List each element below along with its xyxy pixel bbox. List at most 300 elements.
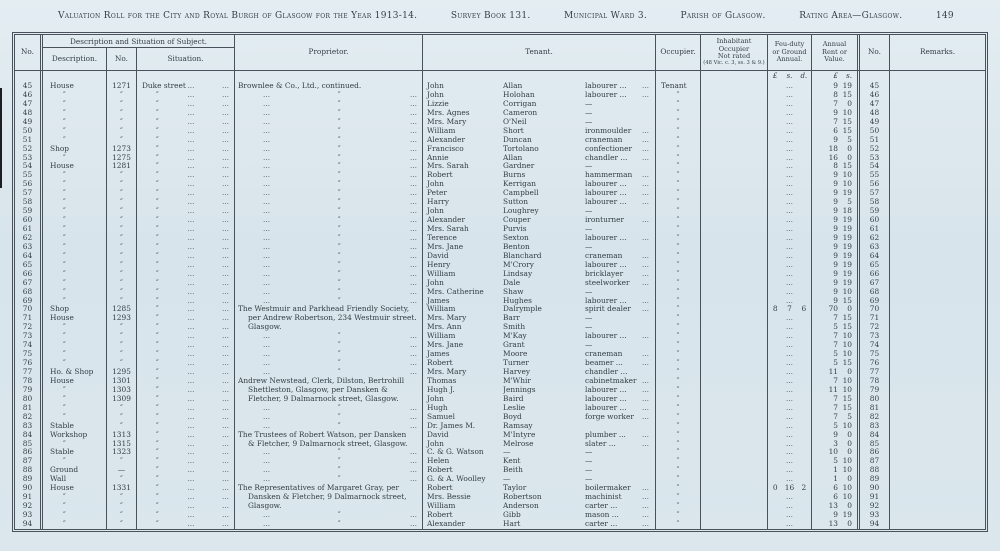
situation-dots-1: ... xyxy=(187,368,195,376)
rent-shillings: 18 xyxy=(842,207,852,216)
rent-pounds-unit: £ xyxy=(833,72,838,80)
remarks-cell xyxy=(890,82,985,91)
table-row xyxy=(15,109,985,118)
rent-cell xyxy=(812,305,860,314)
proprietor-ditto: ″ xyxy=(337,126,341,135)
tenant-first-name: John xyxy=(427,180,444,189)
feu-pence xyxy=(797,279,811,288)
occupation-text: ironturner xyxy=(585,216,625,225)
tenant-surname: Barr xyxy=(503,314,520,323)
row-no-right: 72 xyxy=(860,323,890,332)
proprietor-cell xyxy=(235,207,423,216)
row-no-left: 54 xyxy=(15,162,43,171)
situation-text: ″ xyxy=(156,162,159,171)
tenant-first-name: John xyxy=(427,278,444,287)
occupation-text: chandler ... xyxy=(585,368,628,376)
feu-pounds xyxy=(768,422,782,431)
row-no-left: 48 xyxy=(15,109,43,118)
situation-dots-1: ... xyxy=(187,323,195,332)
proprietor-text: ... xyxy=(263,421,271,430)
tenant-surname: Corrigan xyxy=(503,99,537,108)
tenant-occupation-cell xyxy=(583,448,656,457)
feu-pounds xyxy=(768,225,782,234)
occupier-cell: ″ xyxy=(656,270,701,279)
occupation-dots: ... xyxy=(641,493,649,502)
proprietor-text: ... xyxy=(263,225,271,233)
row-no-right: 52 xyxy=(860,145,890,154)
feu-pence xyxy=(797,502,811,511)
feu-shillings: ... xyxy=(785,448,794,457)
occupier-cell: ″ xyxy=(656,118,701,127)
situation-text: ″ xyxy=(156,484,159,493)
occupation-text: labourer ... xyxy=(585,296,627,305)
row-no-right: 58 xyxy=(860,198,890,207)
inhabitant-occupier-cell xyxy=(701,332,768,341)
remarks-cell xyxy=(890,368,985,377)
remarks-cell xyxy=(890,440,985,449)
rent-cell xyxy=(812,82,860,91)
feu-shillings: ... xyxy=(785,225,794,233)
tenant-first-name: Francisco xyxy=(427,144,464,153)
occupation-text: forge worker xyxy=(585,412,634,421)
header-no-left: No. xyxy=(15,35,43,70)
inhabitant-occupier-cell xyxy=(701,91,768,100)
occupation-text: beamer ... xyxy=(585,359,623,368)
feu-pounds xyxy=(768,109,782,118)
occupation-dots: ... xyxy=(641,385,649,394)
situation-dots-2: ... xyxy=(221,180,229,189)
proprietor-text: ... xyxy=(263,216,271,225)
feu-duty-cell xyxy=(768,502,812,511)
row-no-right: 54 xyxy=(860,162,890,171)
inhabitant-occupier-cell xyxy=(701,395,768,404)
feu-duty-cell xyxy=(768,180,812,189)
table-row xyxy=(15,234,985,243)
tenant-occupation-cell xyxy=(583,350,656,359)
header-occupier: Occupier. xyxy=(656,35,701,70)
proprietor-dots: ... xyxy=(409,171,417,180)
tenant-surname: O'Neil xyxy=(503,117,527,126)
row-no-left: 51 xyxy=(15,136,43,145)
feu-duty-cell xyxy=(768,198,812,207)
situation-text: ″ xyxy=(156,519,159,528)
tenant-occupation-cell xyxy=(583,440,656,449)
proprietor-text: ... xyxy=(263,278,271,287)
feu-pounds xyxy=(768,297,782,306)
inhabitant-occupier-cell xyxy=(701,368,768,377)
rent-pounds: 9 xyxy=(833,511,838,519)
row-no-right: 56 xyxy=(860,180,890,189)
feu-pounds xyxy=(768,431,782,440)
rent-cell xyxy=(812,341,860,350)
rent-shillings: 0 xyxy=(847,448,852,457)
remarks-cell xyxy=(890,261,985,270)
rent-shillings: 10 xyxy=(842,332,852,341)
rent-pounds: 10 xyxy=(828,448,838,457)
row-no-left: 90 xyxy=(15,484,43,493)
inhabitant-occupier-cell xyxy=(701,466,768,475)
situation-dots-2: ... xyxy=(221,126,229,135)
occupier-cell: ″ xyxy=(656,91,701,100)
description-cell: Stable xyxy=(43,422,107,431)
rent-cell xyxy=(812,404,860,413)
rent-shillings: 10 xyxy=(842,385,852,394)
occupier-cell: ″ xyxy=(656,466,701,475)
tenant-first-name: Lizzie xyxy=(427,99,449,108)
subject-no-cell: 1273 xyxy=(107,145,137,154)
situation-text: ″ xyxy=(156,341,159,350)
occupation-dots: ... xyxy=(641,153,649,162)
header-feu-duty: Feu-duty or Ground Annual. xyxy=(768,35,812,70)
proprietor-text: ... xyxy=(263,135,271,144)
rent-pounds: 9 xyxy=(833,278,838,287)
proprietor-text: ... xyxy=(263,511,271,519)
feu-shillings: ... xyxy=(785,260,794,269)
feu-pence xyxy=(797,171,811,180)
occupation-text: machinist xyxy=(585,493,622,502)
rent-shillings: 15 xyxy=(842,359,852,368)
remarks-cell xyxy=(890,180,985,189)
remarks-cell xyxy=(890,341,985,350)
proprietor-ditto: ″ xyxy=(337,225,341,233)
description-cell: House xyxy=(43,314,107,323)
table-row xyxy=(15,475,985,484)
inhabitant-occupier-cell xyxy=(701,207,768,216)
proprietor-text: ... xyxy=(263,403,271,412)
feu-pounds xyxy=(768,341,782,350)
proprietor-dots: ... xyxy=(409,332,417,341)
occupation-dots: ... xyxy=(641,233,649,242)
proprietor-text: ... xyxy=(263,242,271,251)
proprietor-cell xyxy=(235,216,423,225)
situation-dots-1: ... xyxy=(187,82,195,90)
proprietor-dots: ... xyxy=(409,269,417,278)
inhabitant-occupier-cell xyxy=(701,180,768,189)
rent-shillings: 0 xyxy=(847,430,852,439)
table-row xyxy=(15,154,985,163)
remarks-cell xyxy=(890,207,985,216)
proprietor-ditto: ″ xyxy=(337,368,341,376)
row-no-left: 69 xyxy=(15,297,43,306)
row-no-left: 86 xyxy=(15,448,43,457)
rent-shillings: 10 xyxy=(842,457,852,466)
situation-dots-1: ... xyxy=(187,287,195,296)
situation-dots-2: ... xyxy=(221,385,229,394)
tenant-surname: Boyd xyxy=(503,412,522,421)
feu-pounds xyxy=(768,91,782,100)
proprietor-cell xyxy=(235,395,423,404)
remarks-cell xyxy=(890,422,985,431)
rent-shillings: 10 xyxy=(842,484,852,493)
feu-pence xyxy=(797,475,811,484)
occupation-dots: ... xyxy=(641,439,649,448)
situation-text: ″ xyxy=(156,189,159,198)
feu-shillings: ... xyxy=(785,332,794,341)
rent-cell xyxy=(812,359,860,368)
rent-pounds: 11 xyxy=(828,368,838,376)
tenant-first-name: David xyxy=(427,430,449,439)
inhabitant-occupier-cell xyxy=(701,82,768,91)
situation-text: ″ xyxy=(156,305,159,314)
feu-duty-cell xyxy=(768,234,812,243)
row-no-right: 81 xyxy=(860,404,890,413)
proprietor-ditto: ″ xyxy=(337,457,341,466)
scan-artifact xyxy=(0,88,2,188)
situation-text: ″ xyxy=(156,296,159,305)
proprietor-dots: ... xyxy=(409,225,417,233)
feu-pounds xyxy=(768,162,782,171)
subject-no-cell: ″ xyxy=(107,171,137,180)
row-no-left: 82 xyxy=(15,413,43,422)
situation-dots-2: ... xyxy=(221,484,229,493)
situation-dots-1: ... xyxy=(187,251,195,260)
occupation-dots: ... xyxy=(641,412,649,421)
row-no-left: 45 xyxy=(15,82,43,91)
subject-no-cell: ″ xyxy=(107,323,137,332)
inhabitant-occupier-cell xyxy=(701,350,768,359)
rent-cell xyxy=(812,457,860,466)
inhabitant-occupier-cell xyxy=(701,448,768,457)
inhabitant-occupier-cell xyxy=(701,261,768,270)
inhabitant-occupier-cell xyxy=(701,457,768,466)
occupier-cell: ″ xyxy=(656,484,701,493)
proprietor-dots: ... xyxy=(409,126,417,135)
feu-duty-cell xyxy=(768,422,812,431)
rent-cell xyxy=(812,395,860,404)
occupier-cell: ″ xyxy=(656,440,701,449)
occupation-text: labourer ... xyxy=(585,82,627,90)
tenant-first-name: James xyxy=(427,296,450,305)
description-cell: ″ xyxy=(43,511,107,520)
occupier-cell: ″ xyxy=(656,252,701,261)
table-row xyxy=(15,118,985,127)
proprietor-cell xyxy=(235,404,423,413)
description-cell: ″ xyxy=(43,297,107,306)
rent-shillings: 19 xyxy=(842,278,852,287)
masthead xyxy=(0,0,1000,21)
rent-pounds: 9 xyxy=(833,430,838,439)
rent-cell xyxy=(812,136,860,145)
situation-dots-2: ... xyxy=(221,421,229,430)
proprietor-text: ... xyxy=(263,162,271,171)
tenant-occupation-cell xyxy=(583,261,656,270)
row-no-left: 46 xyxy=(15,91,43,100)
table-row xyxy=(15,323,985,332)
header-annual-rent: Annual Rent or Value. xyxy=(812,35,860,70)
occupation-text: labourer ... xyxy=(585,189,627,198)
situation-text: ″ xyxy=(156,260,159,269)
feu-duty-cell xyxy=(768,118,812,127)
rent-cell xyxy=(812,368,860,377)
remarks-cell xyxy=(890,145,985,154)
situation-dots-1: ... xyxy=(187,502,195,511)
tenant-occupation-cell xyxy=(583,82,656,91)
rent-pounds: 7 xyxy=(833,99,838,108)
rent-cell xyxy=(812,243,860,252)
remarks-cell xyxy=(890,288,985,297)
remarks-cell xyxy=(890,448,985,457)
proprietor-cell xyxy=(235,261,423,270)
rent-pounds: 18 xyxy=(828,144,838,153)
municipal-ward-label: Municipal Ward 3. xyxy=(564,11,648,21)
proprietor-text: ... xyxy=(263,269,271,278)
proprietor-dots: ... xyxy=(409,359,417,368)
inhabitant-occupier-cell xyxy=(701,520,768,529)
occupier-cell: ″ xyxy=(656,305,701,314)
rent-pounds: 9 xyxy=(833,82,838,90)
rent-shillings: 10 xyxy=(842,421,852,430)
header-situation: Situation. xyxy=(167,53,204,63)
row-no-right: 83 xyxy=(860,422,890,431)
description-cell: ″ xyxy=(43,395,107,404)
remarks-cell xyxy=(890,431,985,440)
occupier-cell: ″ xyxy=(656,431,701,440)
subject-no-cell: ″ xyxy=(107,198,137,207)
proprietor-cell xyxy=(235,350,423,359)
tenant-surname: Gardner xyxy=(503,162,535,171)
tenant-occupation-cell xyxy=(583,466,656,475)
situation-dots-2: ... xyxy=(221,189,229,198)
feu-duty-cell xyxy=(768,109,812,118)
table-row xyxy=(15,484,985,493)
feu-pence xyxy=(797,386,811,395)
rent-cell xyxy=(812,145,860,154)
rent-cell xyxy=(812,297,860,306)
tenant-first-name: John xyxy=(427,207,444,216)
feu-shillings: ... xyxy=(785,511,794,519)
proprietor-dots: ... xyxy=(409,457,417,466)
feu-pounds xyxy=(768,154,782,163)
remarks-cell xyxy=(890,225,985,234)
feu-shillings: ... xyxy=(785,180,794,189)
row-no-left: 77 xyxy=(15,368,43,377)
occupier-cell: ″ xyxy=(656,404,701,413)
situation-text: ″ xyxy=(156,421,159,430)
description-cell: ″ xyxy=(43,189,107,198)
inhabitant-occupier-cell xyxy=(701,493,768,502)
row-no-left: 89 xyxy=(15,475,43,484)
situation-dots-2: ... xyxy=(221,162,229,171)
rent-cell xyxy=(812,207,860,216)
tenant-first-name: David xyxy=(427,251,449,260)
description-cell: ″ xyxy=(43,154,107,163)
feu-pounds xyxy=(768,118,782,127)
proprietor-cell xyxy=(235,440,423,449)
tenant-first-name: Mrs. Sarah xyxy=(427,225,469,233)
feu-pounds xyxy=(768,189,782,198)
rent-shillings: 5 xyxy=(847,412,852,421)
situation-text: ″ xyxy=(156,180,159,189)
proprietor-cell xyxy=(235,127,423,136)
feu-pence xyxy=(797,189,811,198)
occupier-cell: ″ xyxy=(656,377,701,386)
feu-pounds xyxy=(768,520,782,529)
occupation-text: labourer ... xyxy=(585,394,627,403)
situation-dots-2: ... xyxy=(221,216,229,225)
occupier-cell: ″ xyxy=(656,511,701,520)
feu-pounds xyxy=(768,127,782,136)
remarks-cell xyxy=(890,118,985,127)
inhabitant-occupier-cell xyxy=(701,100,768,109)
feu-shillings: ... xyxy=(785,162,794,171)
tenant-occupation-cell xyxy=(583,198,656,207)
inhabitant-occupier-cell xyxy=(701,297,768,306)
tenant-surname: Burns xyxy=(503,171,526,180)
description-cell: ″ xyxy=(43,234,107,243)
situation-text: ″ xyxy=(156,126,159,135)
feu-pounds xyxy=(768,216,782,225)
situation-text: ″ xyxy=(156,216,159,225)
feu-shillings: ... xyxy=(785,251,794,260)
rent-pounds: 5 xyxy=(833,359,838,368)
feu-duty-cell xyxy=(768,475,812,484)
remarks-cell xyxy=(890,234,985,243)
feu-duty-cell xyxy=(768,91,812,100)
occupier-cell: Tenant xyxy=(656,82,701,91)
feu-pounds xyxy=(768,368,782,377)
proprietor-cell xyxy=(235,332,423,341)
header-inhabitant-occupier: Inhabitant Occupier Not rated (48 Vic. c. 3, ss. 3 & 9.) xyxy=(701,35,768,70)
tenant-first-name: Alexander xyxy=(427,216,466,225)
feu-pounds xyxy=(768,350,782,359)
occupier-cell: ″ xyxy=(656,198,701,207)
situation-cell xyxy=(137,386,235,395)
feu-shillings: ... xyxy=(785,350,794,359)
situation-text: ″ xyxy=(156,475,159,484)
proprietor-cell xyxy=(235,180,423,189)
inhabitant-occupier-cell xyxy=(701,413,768,422)
tenant-first-name: G. & A. Woolley xyxy=(427,475,486,484)
tenant-occupation-cell xyxy=(583,359,656,368)
proprietor-ditto: ″ xyxy=(337,117,341,126)
proprietor-ditto: ″ xyxy=(337,99,341,108)
occupier-cell: ″ xyxy=(656,109,701,118)
inhabitant-occupier-cell xyxy=(701,314,768,323)
proprietor-text: ... xyxy=(263,350,271,359)
tenant-surname: Ramsay xyxy=(503,421,533,430)
subject-no-cell: 1285 xyxy=(107,305,137,314)
feu-pence xyxy=(797,404,811,413)
situation-dots-2: ... xyxy=(221,144,229,153)
table-row xyxy=(15,198,985,207)
rent-cell xyxy=(812,422,860,431)
remarks-cell xyxy=(890,377,985,386)
proprietor-cell xyxy=(235,422,423,431)
situation-text: ″ xyxy=(156,278,159,287)
remarks-cell xyxy=(890,520,985,529)
description-cell: Workshop xyxy=(43,431,107,440)
proprietor-ditto: ″ xyxy=(337,180,341,189)
situation-cell xyxy=(137,288,235,297)
description-cell: ″ xyxy=(43,502,107,511)
tenant-first-name: Mrs. Sarah xyxy=(427,162,469,171)
tenant-occupation-cell xyxy=(583,154,656,163)
situation-dots-1: ... xyxy=(187,412,195,421)
rent-shillings-unit: s. xyxy=(846,72,852,80)
proprietor-cell xyxy=(235,234,423,243)
occupation-text: — xyxy=(585,225,593,233)
rent-shillings: 10 xyxy=(842,180,852,189)
situation-cell xyxy=(137,511,235,520)
subject-no-cell: 1303 xyxy=(107,386,137,395)
feu-duty-cell xyxy=(768,216,812,225)
occupation-text: — xyxy=(585,117,593,126)
row-no-left: 73 xyxy=(15,332,43,341)
situation-text: ″ xyxy=(156,242,159,251)
proprietor-text: ... xyxy=(263,287,271,296)
occupation-text: steelworker xyxy=(585,278,630,287)
situation-dots-2: ... xyxy=(221,403,229,412)
